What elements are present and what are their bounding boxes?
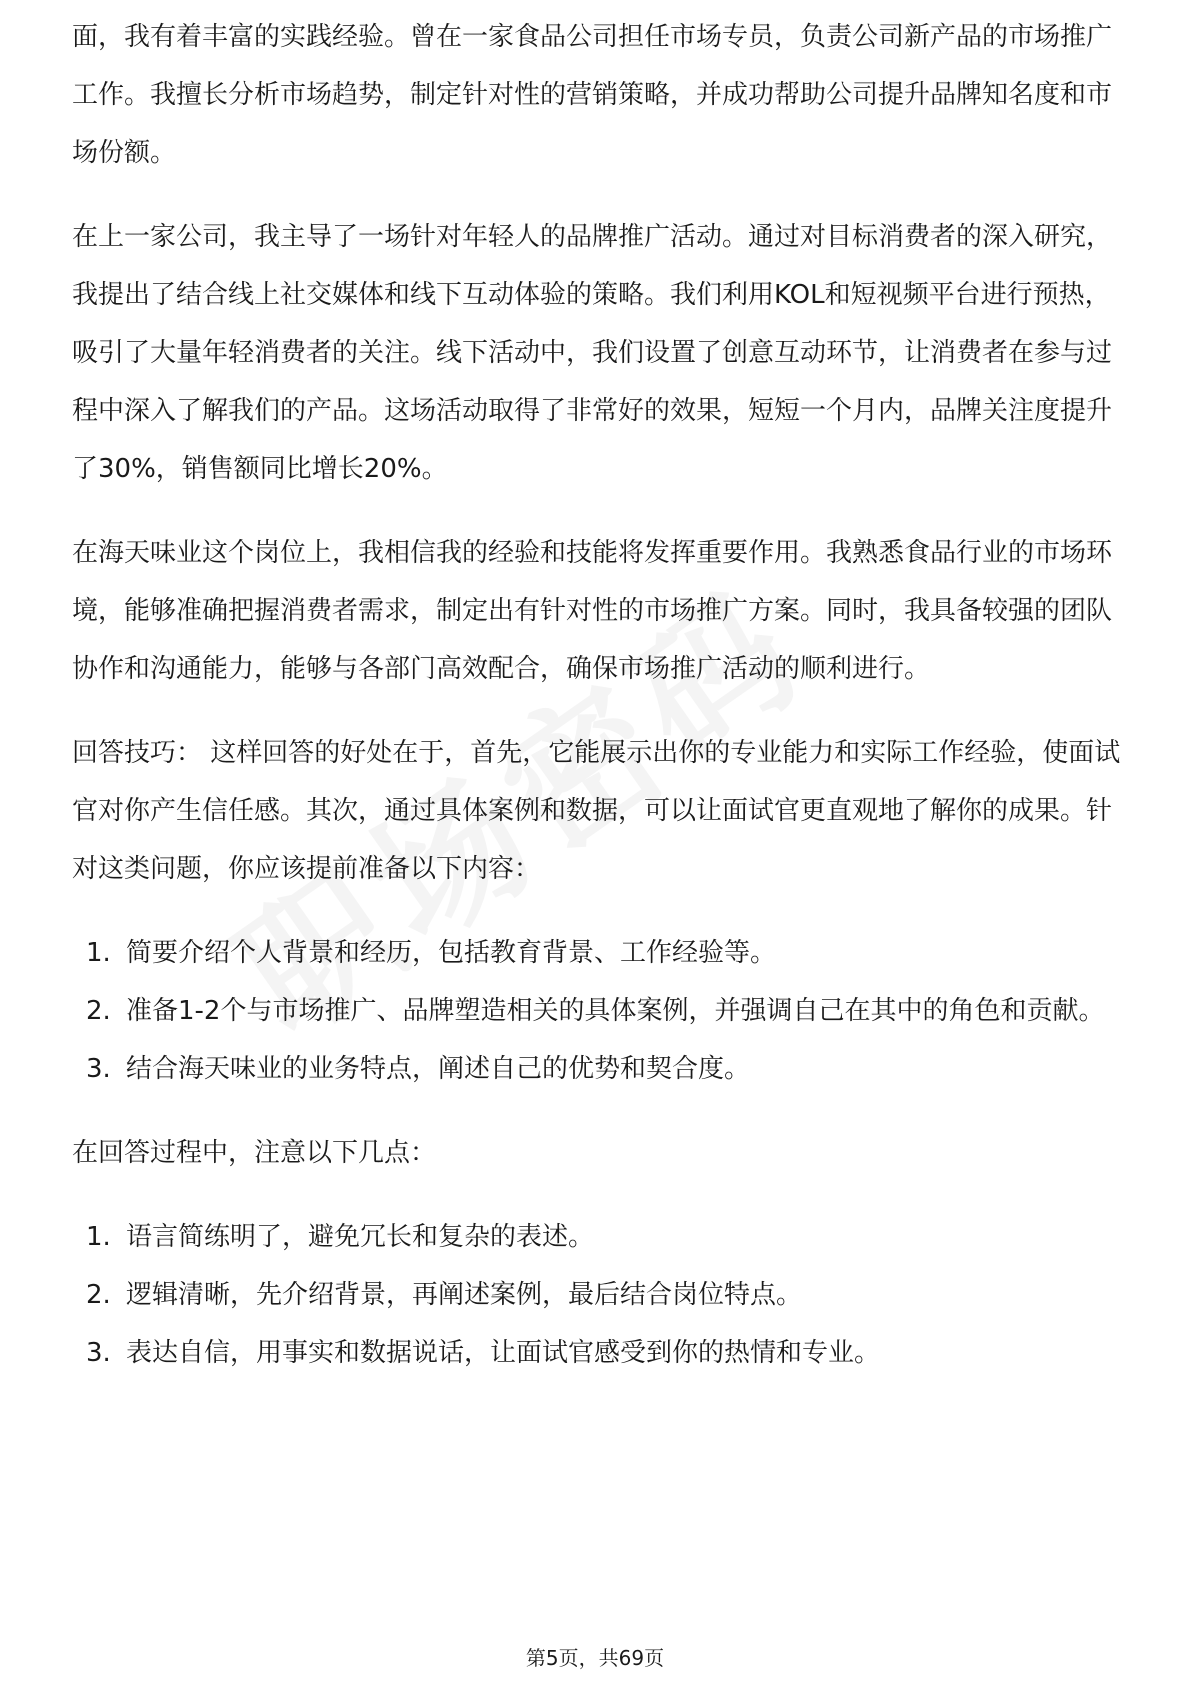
paragraph-tips: 回答技巧： 这样回答的好处在于，首先，它能展示出你的专业能力和实际工作经验，使面试官对你产生信任感。其次，通过具体案例和数据，可以让面试官更直观地了解你的成果。针对这类问题，你应该提前准备以下内容： [72,738,1121,884]
list-number: 1. [86,938,111,968]
list-text: 逻辑清晰，先介绍背景，再阐述案例，最后结合岗位特点。 [126,1280,803,1310]
list-item [72,924,1122,982]
list-text: 语言简练明了，避免冗长和复杂的表述。 [126,1222,595,1252]
paragraph-fit: 在海天味业这个岗位上，我相信我的经验和技能将发挥重要作用。我熟悉食品行业的市场环境，能够准确把握消费者需求，制定出有针对性的市场推广方案。同时，我具备较强的团队协作和沟通能力，能够与各部门高效配合，确保市场推广活动的顺利进行。 [72,538,1113,684]
paragraph-notes-intro: 在回答过程中，注意以下几点： [72,1138,437,1168]
document-body [72,22,1122,1408]
prepare-list [72,924,1122,1098]
page-footer: 第5页，共69页 [525,1646,665,1670]
notes-list [72,1208,1122,1382]
list-number: 2. [86,996,111,1026]
list-text: 结合海天味业的业务特点，阐述自己的优势和契合度。 [126,1054,751,1084]
list-item [72,1324,1122,1382]
list-number: 3. [86,1338,111,1368]
list-item [72,1040,1122,1098]
list-number: 2. [86,1280,111,1310]
list-text: 准备1-2个与市场推广、品牌塑造相关的具体案例，并强调自己在其中的角色和贡献。 [126,996,1105,1026]
paragraph-experience: 面，我有着丰富的实践经验。曾在一家食品公司担任市场专员，负责公司新产品的市场推广工作。我擅长分析市场趋势，制定针对性的营销策略，并成功帮助公司提升品牌知名度和市场份额。 [72,22,1113,168]
list-text: 表达自信，用事实和数据说话，让面试官感受到你的热情和专业。 [126,1338,881,1368]
list-item [72,1208,1122,1266]
paragraph-campaign: 在上一家公司，我主导了一场针对年轻人的品牌推广活动。通过对目标消费者的深入研究，我提出了结合线上社交媒体和线下互动体验的策略。我们利用KOL和短视频平台进行预热，吸引了大量年轻消费者的关注。线下活动中，我们设置了创意互动环节，让消费者在参与过程中深入了解我们的产品。这场活动取得了非常好的效果，短短一个月内，品牌关注度提升了30%，销售额同比增长20%。 [72,222,1113,484]
list-item [72,982,1122,1040]
list-item [72,1266,1122,1324]
list-number: 1. [86,1222,111,1252]
list-number: 3. [86,1054,111,1084]
list-text: 简要介绍个人背景和经历，包括教育背景、工作经验等。 [126,938,777,968]
